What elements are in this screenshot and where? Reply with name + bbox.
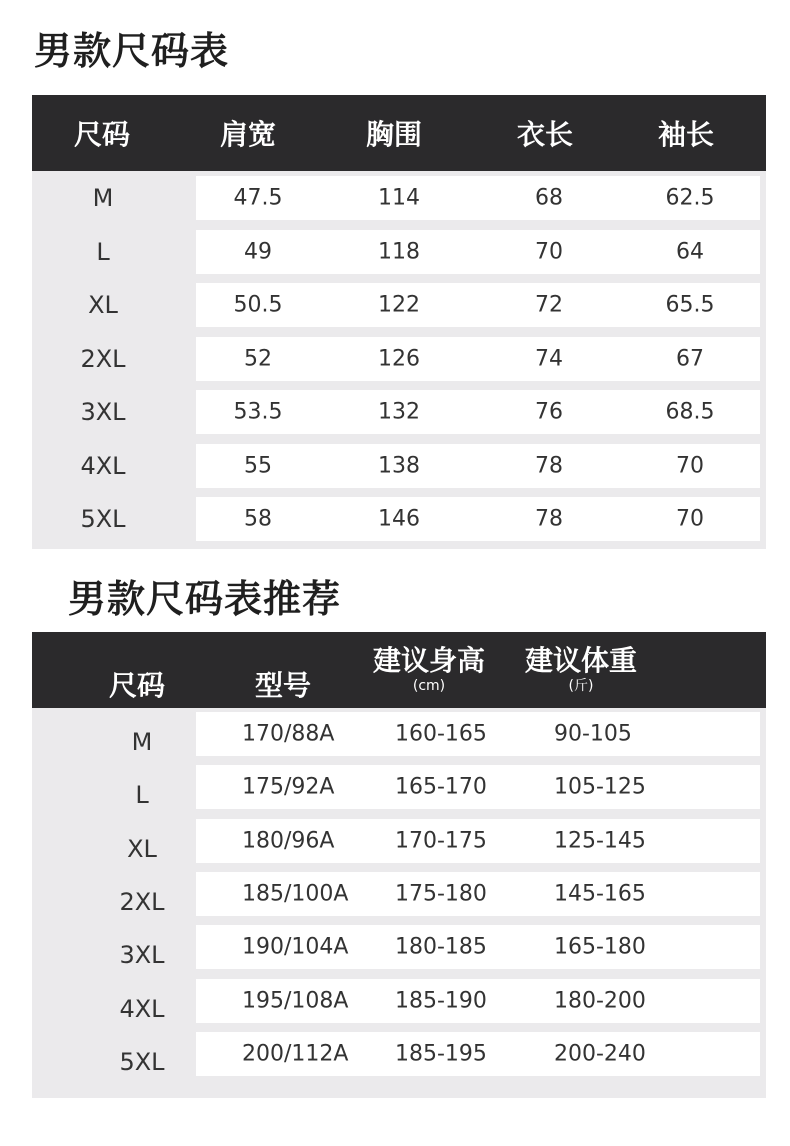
size-label: 5XL — [119, 1047, 165, 1076]
header-height-unit: (cm) — [412, 678, 446, 694]
cell-height: 185-190 — [395, 988, 487, 1013]
size-label: 3XL — [80, 398, 126, 426]
cell-model: 185/100A — [242, 881, 349, 907]
cell-height: 170-175 — [395, 828, 487, 854]
cell-shoulder: 52 — [244, 346, 272, 371]
header-shoulder: 肩宽 — [219, 118, 277, 151]
cell-shoulder: 50.5 — [233, 292, 283, 318]
header-size: 尺码 — [73, 118, 131, 151]
table-row — [196, 1032, 760, 1076]
table-row — [196, 497, 760, 541]
cell-sleeve: 68.5 — [665, 399, 715, 425]
size-label: 4XL — [119, 994, 165, 1023]
cell-sleeve: 64 — [676, 239, 704, 264]
header-height — [373, 632, 485, 708]
header-model: 型号 — [254, 669, 312, 702]
cell-shoulder: 53.5 — [233, 399, 283, 425]
table-row — [196, 230, 760, 274]
size-label: 5XL — [80, 505, 126, 533]
cell-length: 78 — [535, 453, 563, 478]
cell-length: 74 — [535, 346, 563, 371]
table-row — [196, 337, 760, 381]
cell-weight: 165-180 — [554, 934, 646, 960]
cell-chest: 114 — [378, 185, 420, 211]
recommend-chart-table — [32, 632, 766, 1098]
cell-weight: 125-145 — [554, 828, 646, 854]
size-chart-table — [32, 95, 766, 549]
size-label: XL — [127, 834, 157, 863]
table-row — [196, 283, 760, 327]
header-weight-label: 建议体重 — [524, 644, 638, 677]
cell-chest: 118 — [378, 239, 420, 264]
cell-height: 175-180 — [395, 881, 487, 907]
size-label: 2XL — [119, 887, 165, 916]
header-size: 尺码 — [108, 669, 166, 702]
cell-height: 165-170 — [395, 774, 487, 800]
table-row — [196, 390, 760, 434]
table-row — [196, 712, 760, 756]
cell-sleeve: 70 — [676, 453, 704, 478]
header-sleeve: 袖长 — [657, 118, 715, 151]
table-row — [196, 872, 760, 916]
cell-weight: 200-240 — [554, 1041, 646, 1067]
cell-sleeve: 67 — [676, 346, 704, 371]
cell-model: 195/108A — [242, 988, 349, 1013]
header-weight — [525, 632, 637, 708]
header-weight-unit: (斤) — [568, 678, 594, 694]
cell-sleeve: 62.5 — [665, 185, 715, 211]
cell-model: 200/112A — [242, 1041, 349, 1067]
table-row — [196, 925, 760, 969]
header-chest: 胸围 — [365, 118, 423, 151]
cell-model: 180/96A — [242, 828, 335, 854]
cell-weight: 145-165 — [554, 881, 646, 907]
cell-chest: 146 — [378, 506, 420, 532]
cell-weight: 90-105 — [554, 721, 632, 747]
size-label: 2XL — [80, 344, 126, 373]
cell-shoulder: 58 — [244, 506, 272, 532]
size-chart-header — [32, 95, 766, 171]
size-label: M — [92, 184, 114, 212]
cell-sleeve: 65.5 — [665, 292, 715, 318]
cell-length: 78 — [535, 506, 563, 532]
cell-shoulder: 49 — [244, 239, 272, 264]
cell-height: 185-195 — [395, 1041, 487, 1067]
size-chart-title: 男款尺码表 — [34, 29, 230, 73]
size-label: L — [96, 237, 110, 266]
cell-length: 68 — [535, 185, 563, 211]
cell-weight: 180-200 — [554, 988, 646, 1013]
cell-height: 180-185 — [395, 934, 487, 960]
cell-model: 170/88A — [242, 721, 335, 747]
size-label: 3XL — [119, 941, 165, 970]
size-label: L — [135, 781, 149, 810]
cell-length: 72 — [535, 292, 563, 318]
table-row — [196, 979, 760, 1023]
table-row — [196, 176, 760, 220]
cell-sleeve: 70 — [676, 506, 704, 532]
cell-shoulder: 55 — [244, 453, 272, 478]
cell-length: 76 — [535, 399, 563, 425]
cell-length: 70 — [535, 239, 563, 264]
size-label: 4XL — [80, 451, 126, 480]
cell-chest: 132 — [378, 399, 420, 425]
table-row — [196, 444, 760, 488]
table-row — [196, 819, 760, 863]
cell-weight: 105-125 — [554, 774, 646, 800]
cell-chest: 138 — [378, 453, 420, 478]
recommend-chart-title: 男款尺码表推荐 — [68, 577, 342, 621]
header-height-label: 建议身高 — [372, 644, 486, 677]
cell-chest: 122 — [378, 292, 420, 318]
header-length: 衣长 — [516, 118, 574, 151]
cell-height: 160-165 — [395, 721, 487, 747]
cell-model: 190/104A — [242, 934, 349, 960]
size-label: XL — [88, 291, 118, 319]
cell-model: 175/92A — [242, 774, 335, 800]
recommend-chart-header — [32, 632, 766, 708]
cell-shoulder: 47.5 — [233, 185, 283, 211]
table-row — [196, 765, 760, 809]
size-label: M — [131, 728, 153, 756]
cell-chest: 126 — [378, 346, 420, 371]
